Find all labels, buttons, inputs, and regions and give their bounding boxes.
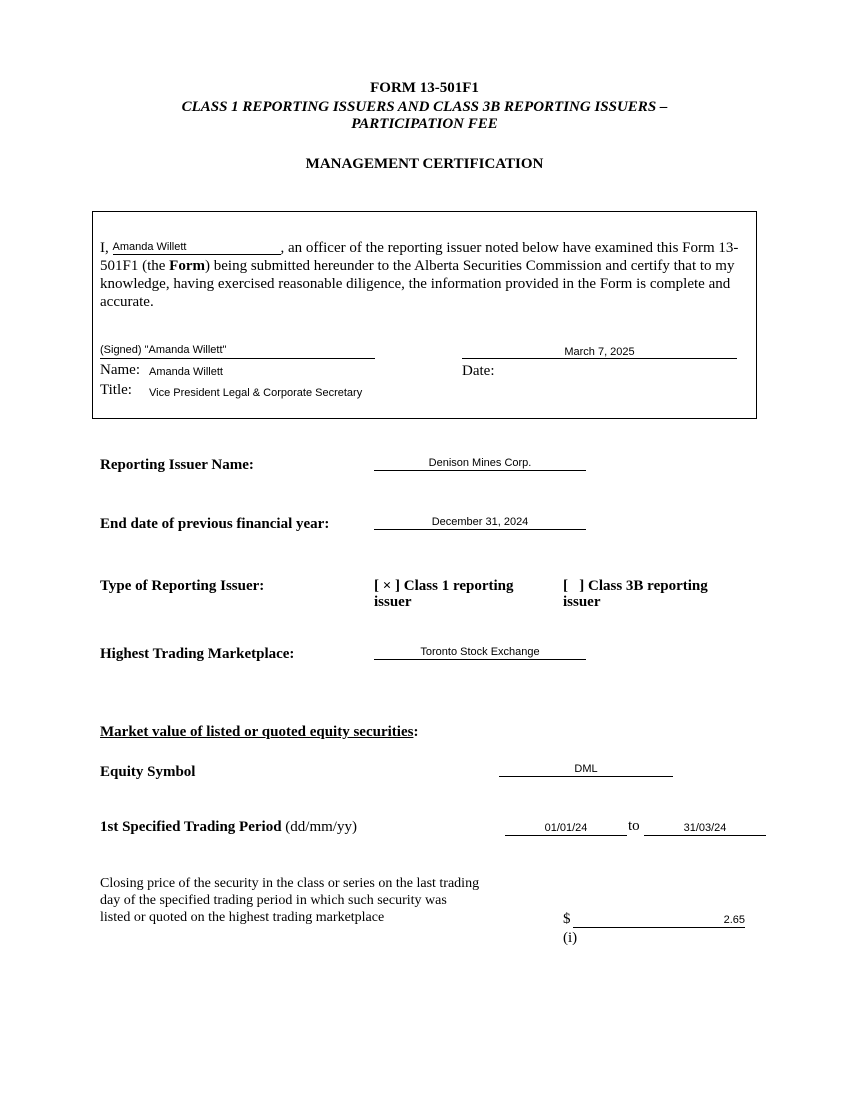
period-to-field[interactable]: 31/03/24 [644, 821, 766, 836]
class3b-checkbox[interactable]: [ ] [563, 578, 585, 594]
market-value-heading-text: Market value of listed or quoted equity securities [100, 724, 414, 740]
marketplace-label: Highest Trading Marketplace: [100, 646, 295, 662]
name-label: Name: [100, 362, 140, 378]
class3b-option[interactable] [563, 578, 743, 610]
section-title: MANAGEMENT CERTIFICATION [305, 156, 544, 172]
form-number: FORM 13-501F1 [370, 80, 479, 96]
fy-end-label: End date of previous financial year: [100, 516, 330, 532]
class1-label: Class 1 reporting issuer [374, 578, 514, 610]
cert-form-bold: Form [169, 258, 205, 274]
closing-price-field[interactable]: 2.65 [573, 913, 745, 928]
form-title [0, 99, 849, 133]
title-label: Title: [100, 382, 132, 398]
trading-period-label-bold: 1st Specified Trading Period [100, 819, 282, 835]
equity-symbol-label: Equity Symbol [100, 764, 196, 780]
market-value-heading-colon: : [413, 724, 419, 740]
name-value[interactable]: Amanda Willett [149, 366, 223, 378]
marketplace-field[interactable]: Toronto Stock Exchange [374, 645, 586, 660]
period-to-label: to [628, 818, 640, 834]
issuer-name-field[interactable]: Denison Mines Corp. [374, 456, 586, 471]
closing-price-ref: (i) [563, 930, 578, 946]
trading-period-format: (dd/mm/yy) [281, 819, 357, 835]
cert-prefix: I, [100, 240, 113, 256]
period-from-field[interactable]: 01/01/24 [505, 821, 627, 836]
certification-text [100, 239, 752, 311]
dollar-sign: $ [563, 911, 571, 927]
date-value[interactable]: March 7, 2025 [564, 346, 635, 358]
cert-text-part2: ) being submitted hereunder to the Alberta Securities Commission and certify that to my knowledge, having exercised reasonable diligence, the information provided in the Form is complete and accurate. [100, 258, 735, 310]
equity-symbol-field[interactable]: DML [499, 762, 673, 777]
market-value-heading [100, 724, 418, 741]
officer-name-field[interactable]: Amanda Willett [113, 241, 281, 255]
class1-checkbox[interactable]: [ × ] [374, 578, 401, 594]
form-title-text: CLASS 1 REPORTING ISSUERS AND CLASS 3B REPORTING ISSUERS – PARTICIPATION FEE [181, 99, 668, 132]
issuer-name-label: Reporting Issuer Name: [100, 457, 254, 473]
signature-line [100, 358, 375, 359]
date-line [462, 358, 737, 359]
date-label: Date: [462, 363, 495, 379]
class1-option[interactable] [374, 578, 544, 610]
class3b-label: Class 3B reporting issuer [563, 578, 708, 610]
signature-value[interactable]: (Signed) "Amanda Willett" [100, 344, 227, 356]
fy-end-field[interactable]: December 31, 2024 [374, 515, 586, 530]
cert-text-part1: , an officer of the reporting issuer noted below have examined this Form 13-501F1 (the [100, 240, 739, 274]
closing-price-description: Closing price of the security in the class or series on the last trading day of the specified trading period in which such security was listed or quoted on the highest trading marketplace [100, 876, 480, 925]
certification-box [92, 211, 757, 419]
title-value[interactable]: Vice President Legal & Corporate Secretary [149, 387, 363, 399]
issuer-type-label: Type of Reporting Issuer: [100, 578, 265, 594]
trading-period-label [100, 819, 357, 836]
